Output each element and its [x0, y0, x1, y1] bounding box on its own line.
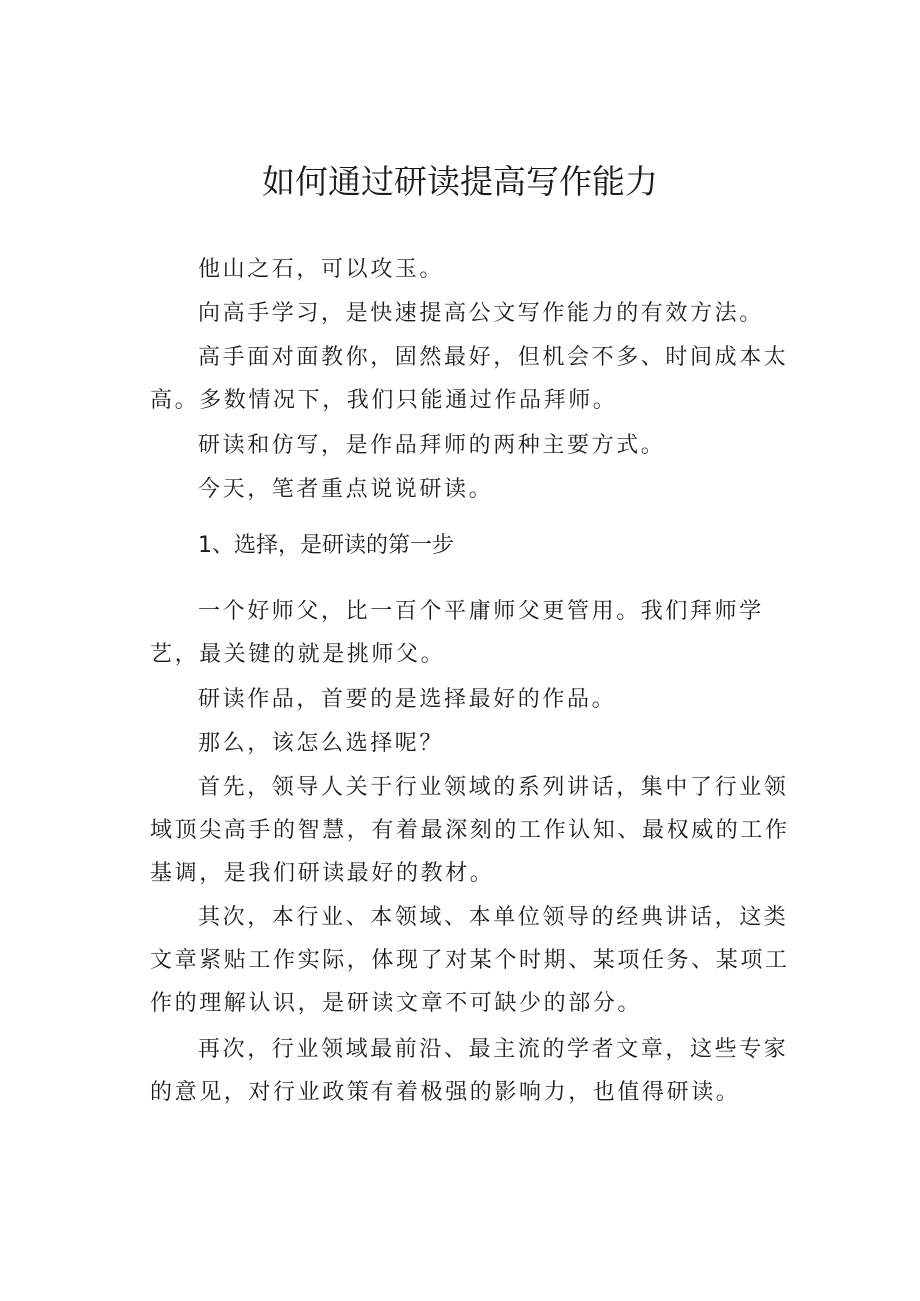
section-heading: 1、选择，是研读的第一步 [198, 533, 454, 558]
intro-paragraph: 今天，笔者重点说说研读。 [198, 477, 494, 502]
section-paragraph: 其次，本行业、本领域、本单位领导的经典讲话，这类文章紧贴工作实际，体现了对某个时期、某项任务、某项工作的理解认识，是研读文章不可缺少的部分。 [150, 905, 790, 1016]
intro-paragraph: 高手面对面教你，固然最好，但机会不多、时间成本太高。多数情况下，我们只能通过作品拜师。 [150, 345, 789, 413]
section-paragraph: 研读作品，首要的是选择最好的作品。 [198, 687, 617, 712]
section-paragraph: 再次，行业领域最前沿、最主流的学者文章，这些专家的意见，对行业政策有着极强的影响力，也值得研读。 [150, 1037, 789, 1105]
intro-paragraph: 研读和仿写，是作品拜师的两种主要方式。 [198, 433, 666, 458]
document-title: 如何通过研读提高写作能力 [262, 162, 658, 201]
section-paragraph: 首先，领导人关于行业领域的系列讲话，集中了行业领域顶尖高手的智慧，有着最深刻的工作认知、最权威的工作基调，是我们研读最好的教材。 [150, 775, 790, 886]
intro-paragraph: 向高手学习，是快速提高公文写作能力的有效方法。 [198, 301, 764, 326]
intro-paragraph: 他山之石，可以攻玉。 [198, 257, 445, 282]
section-paragraph: 一个好师父，比一百个平庸师父更管用。我们拜师学艺，最关键的就是挑师父。 [150, 599, 764, 667]
section-paragraph: 那么，该怎么选择呢？ [198, 731, 445, 756]
